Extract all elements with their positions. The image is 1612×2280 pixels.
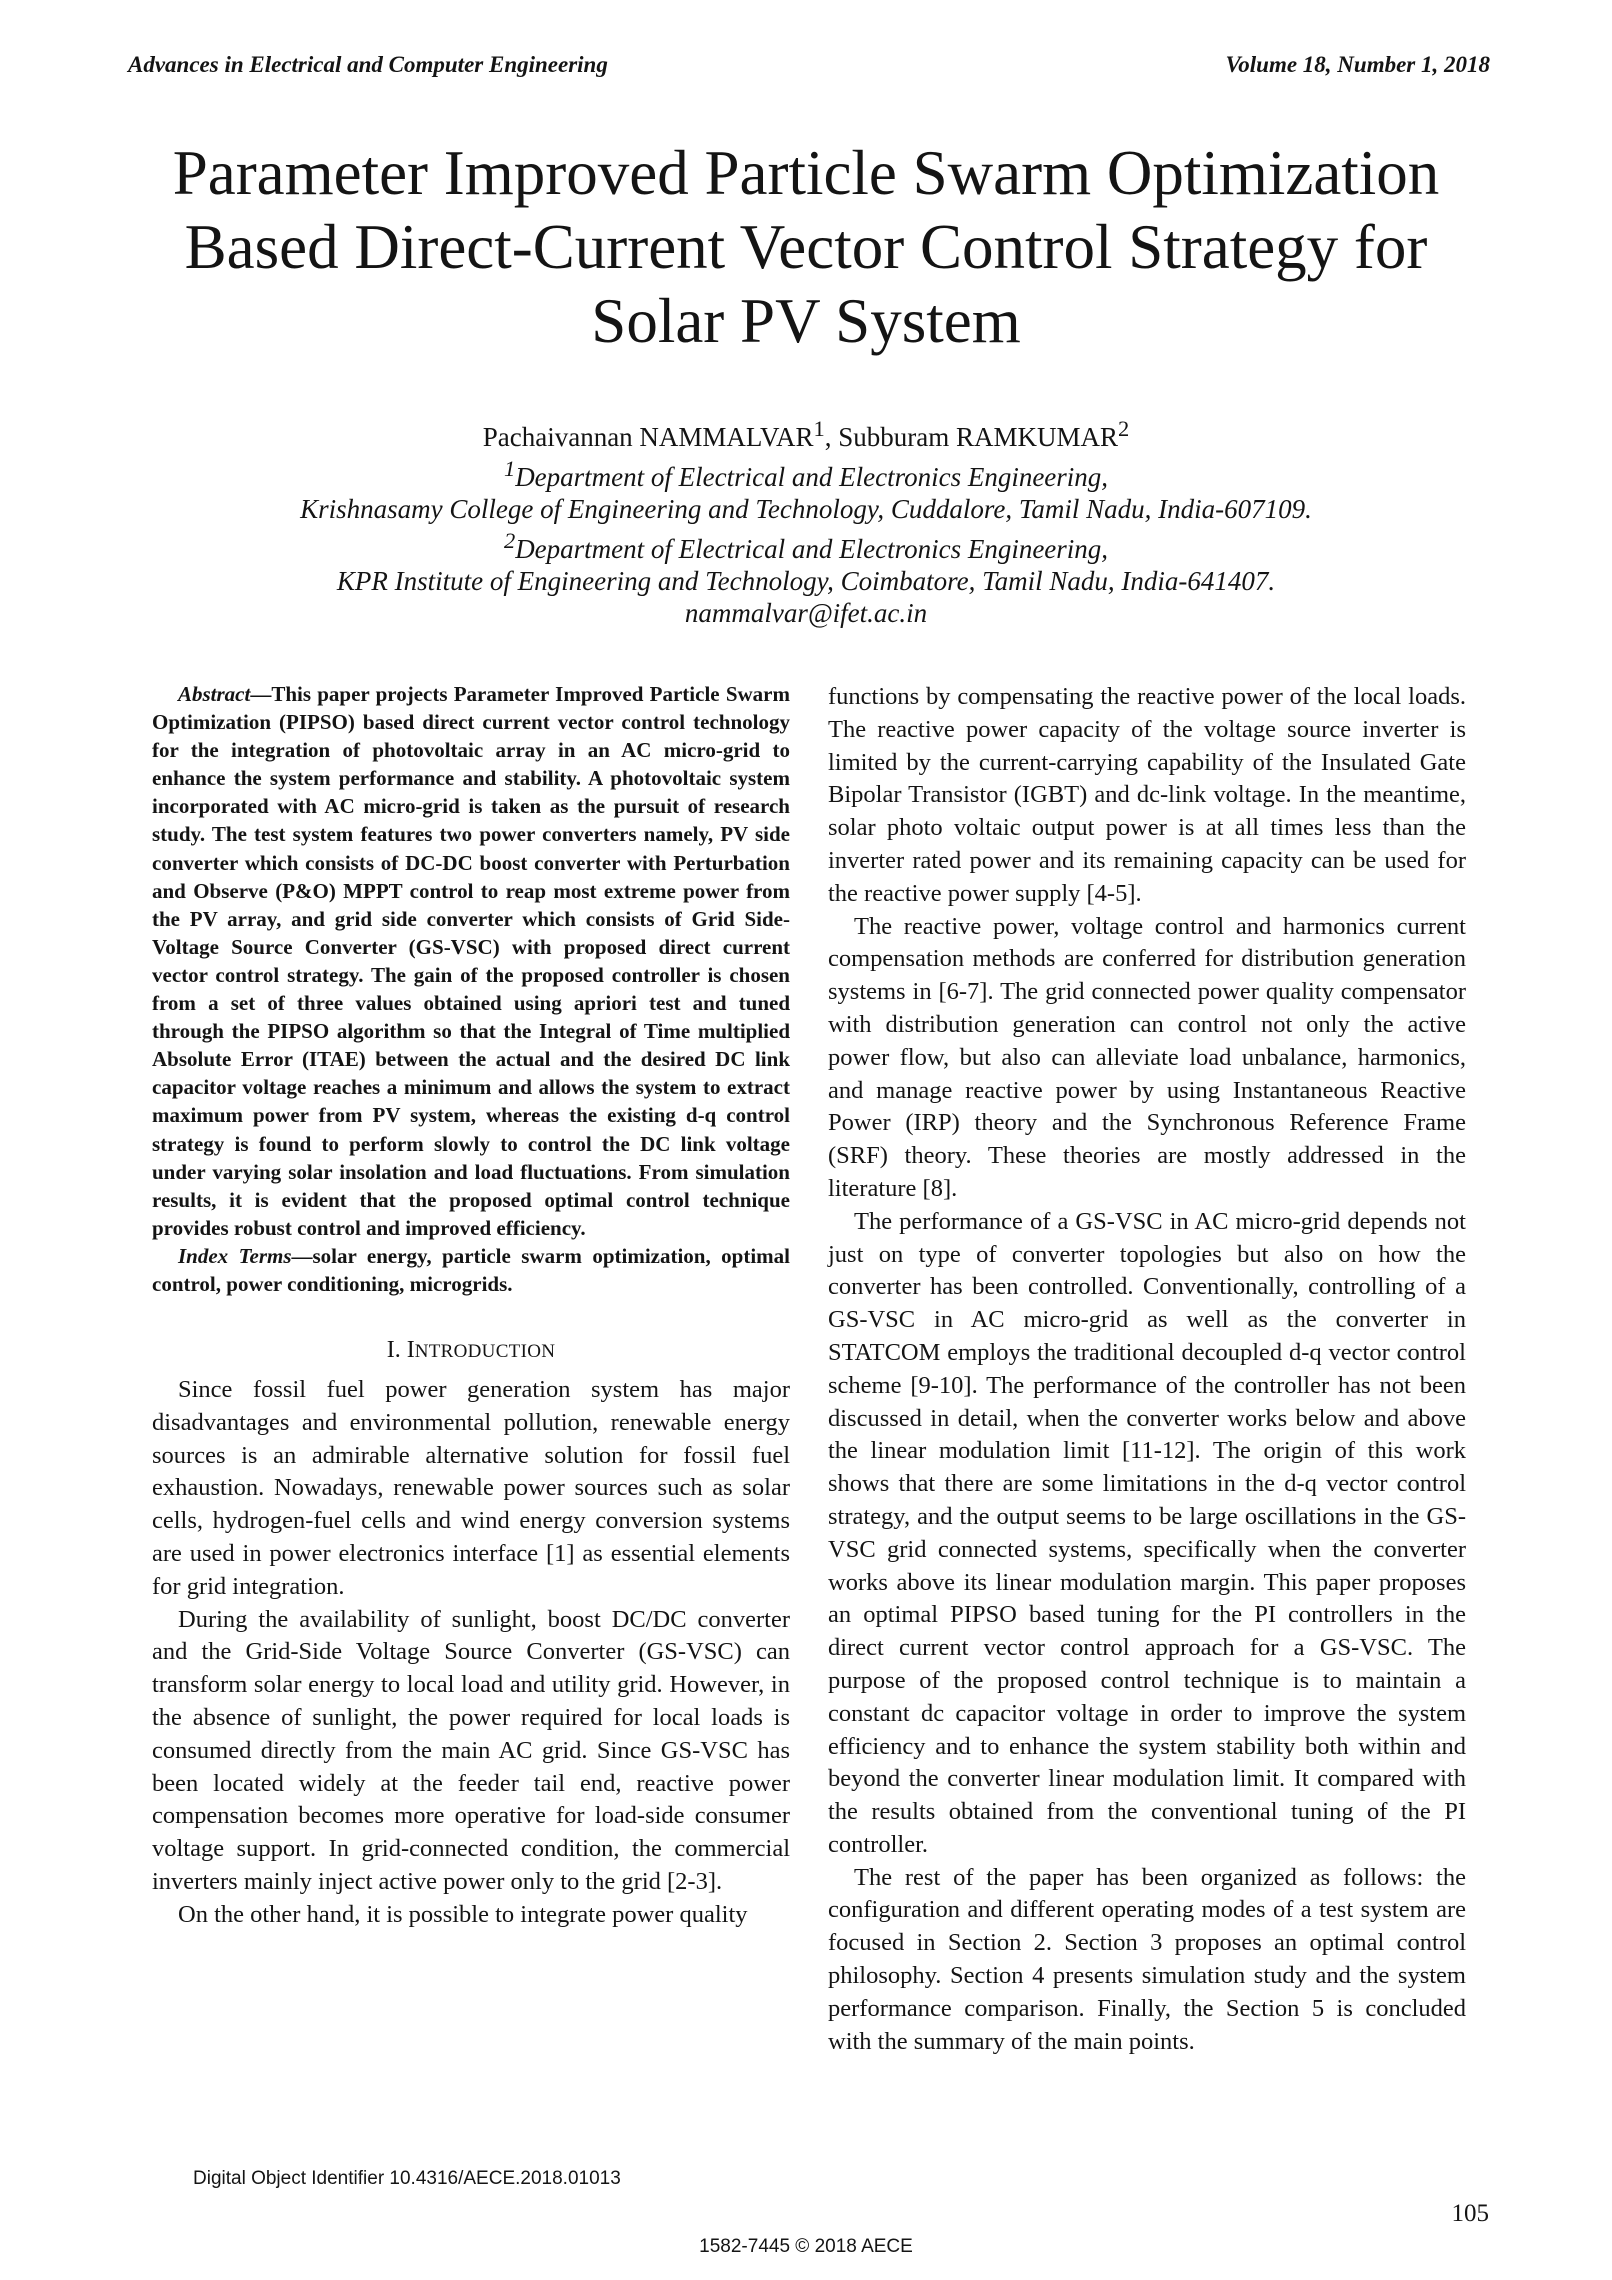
affiliation-2-institute: KPR Institute of Engineering and Technology, Coimbatore, Tamil Nadu, India-641407. — [336, 566, 1276, 596]
section-heading-introduction — [152, 1336, 790, 1366]
author-1-sup: 1 — [813, 416, 825, 441]
paragraph: During the availability of sunlight, boost DC/DC converter and the Grid-Side Voltage Source Converter (GS-VSC) can transform solar energy to local load and utility grid. However, in the absence of sunlight, the power required for local loads is consumed directly from the main AC grid. Since GS-VSC has been located widely at the feeder tail end, reactive power compensation becomes more operative for load-side consumer voltage support. In grid-connected condition, the commercial inverters mainly inject active power only to the grid [2-3]. — [152, 1605, 790, 1896]
doi: Digital Object Identifier 10.4316/AECE.2018.01013 — [193, 2168, 621, 2189]
paragraph: Since fossil fuel power generation system has major disadvantages and environmental pollution, renewable energy sources is an admirable alternative solution for fossil fuel exhaustion. Nowadays, renewable power sources such as solar cells, hydrogen-fuel cells and wind energy conversion systems are used in power electronics interface [1] as essential elements for grid integration. — [152, 1376, 790, 1600]
abstract-text: —This paper projects Parameter Improved Particle Swarm Optimization (PIPSO) based direct current vector control technology for the integration of photovoltaic array in an AC micro-grid to enhance the system performance and stability. A photovoltaic system incorporated with AC micro-grid is taken as the pursuit of research study. The test system features two power converters namely, PV side converter which consists of DC-DC boost converter with Perturbation and Observe (P&O) MPPT control to reap most extreme power from the PV array, and grid side converter which consists of Grid Side-Voltage Source Converter (GS-VSC) with proposed direct current vector control strategy. The gain of the proposed controller is chosen from a set of three values obtained using apriori test and tuned through the PIPSO algorithm so that the Integral of Time multiplied Absolute Error (ITAE) between the actual and the desired DC link capacitor voltage reaches a minimum and allows the system to extract maximum power from PV system, whereas the existing d-q control strategy is found to perform slowly to control the DC link voltage under varying solar insolation and load fluctuations. From simulation results, it is evident that the proposed optimal control technique provides robust control and improved efficiency. — [152, 682, 790, 1240]
author-2-sup: 2 — [1118, 416, 1130, 441]
author-2: Subburam RAMKUMAR — [838, 422, 1119, 452]
paper-title — [100, 136, 1512, 358]
paragraph: functions by compensating the reactive power of the local loads. The reactive power capacity of the voltage source inverter is limited by the current-carrying capability of the Insulated Gate Bipolar Transistor (IGBT) and dc-link voltage. In the meantime, solar photo voltaic output power is at all times less than the inverter rated power and its remaining capacity can be used for the reactive power supply [4-5]. — [828, 683, 1466, 907]
author-1: Pachaivannan NAMMALVAR — [482, 422, 814, 452]
paragraph: The reactive power, voltage control and harmonics current compensation methods are conferred for distribution generation systems in [6-7]. The grid connected power quality compensator with distribution generation can control not only the active power flow, but also can alleviate load unbalance, harmonics, and manage reactive power by using Instantaneous Reactive Power (IRP) theory and the Synchronous Reference Frame (SRF) theory. These theories are mostly addressed in the literature [8]. — [828, 912, 1466, 1202]
running-header — [128, 52, 1490, 78]
paragraph: On the other hand, it is possible to integrate power quality — [178, 1900, 748, 1928]
author-email[interactable]: nammalvar@ifet.ac.in — [684, 598, 928, 628]
section-title-initial: I — [406, 1337, 415, 1364]
abstract-label: Abstract — [178, 682, 251, 706]
section-title-rest: NTRODUCTION — [414, 1341, 556, 1363]
page-number: 105 — [1451, 2200, 1489, 2227]
author-separator: , — [824, 422, 839, 452]
left-column — [152, 680, 790, 1932]
title-line-3: Solar PV System — [591, 286, 1021, 356]
author-block — [100, 413, 1512, 629]
paragraph: The performance of a GS-VSC in AC micro-grid depends not just on type of converter topologies but also on how the converter has been controlled. Conventionally, controlling of a GS-VSC in AC micro-grid as well as the converter in STATCOM employs the traditional decoupled d-q vector control scheme [9-10]. The performance of the controller has not been discussed in detail, when the converter works below and above the linear modulation limit [11-12]. The origin of this work shows that there are some limitations in the d-q vector control strategy, and the output seems to be large oscillations in the GS-VSC grid connected systems, specifically when the converter works above its linear modulation margin. This paper proposes an optimal PIPSO based tuning for the PI controllers in the direct current vector control approach for a GS-VSC. The purpose of the proposed control technique is to maintain a constant dc capacitor voltage in order to improve the system efficiency and to enhance the system stability both within and beyond the converter linear modulation limit. It compared with the results obtained from the conventional tuning of the PI controller. — [828, 1207, 1466, 1858]
volume-info: Volume 18, Number 1, 2018 — [1225, 52, 1490, 77]
affiliation-2-dept: $^2$Department of Electrical and Electronics Engineering, — [503, 528, 1109, 564]
abstract — [152, 680, 790, 1242]
index-terms — [152, 1242, 790, 1298]
right-column — [828, 681, 1466, 2058]
title-line-1: Parameter Improved Particle Swarm Optimization — [172, 138, 1440, 208]
title-line-2: Based Direct-Current Vector Control Strategy for — [184, 212, 1428, 282]
author-line — [100, 413, 1512, 453]
paragraph: The rest of the paper has been organized as follows: the configuration and different operating modes of a test system are focused in Section 2. Section 3 proposes an optimal control philosophy. Section 4 presents simulation study and the system performance comparison. Finally, the Section 5 is concluded with the summary of the main points. — [828, 1863, 1466, 2055]
affiliation-1-dept: $^1$Department of Electrical and Electronics Engineering, — [503, 456, 1109, 492]
issn-copyright: 1582-7445 © 2018 AECE — [699, 2236, 913, 2257]
journal-name: Advances in Electrical and Computer Engineering — [128, 52, 608, 77]
index-terms-label: Index Terms — [178, 1243, 292, 1268]
section-number: I. — [386, 1337, 401, 1364]
affiliation-1-institute: Krishnasamy College of Engineering and Technology, Cuddalore, Tamil Nadu, India-607109. — [300, 494, 1312, 524]
index-terms-text: —solar energy, particle swarm optimization, optimal control, power conditioning, microgrids. — [152, 1243, 790, 1296]
